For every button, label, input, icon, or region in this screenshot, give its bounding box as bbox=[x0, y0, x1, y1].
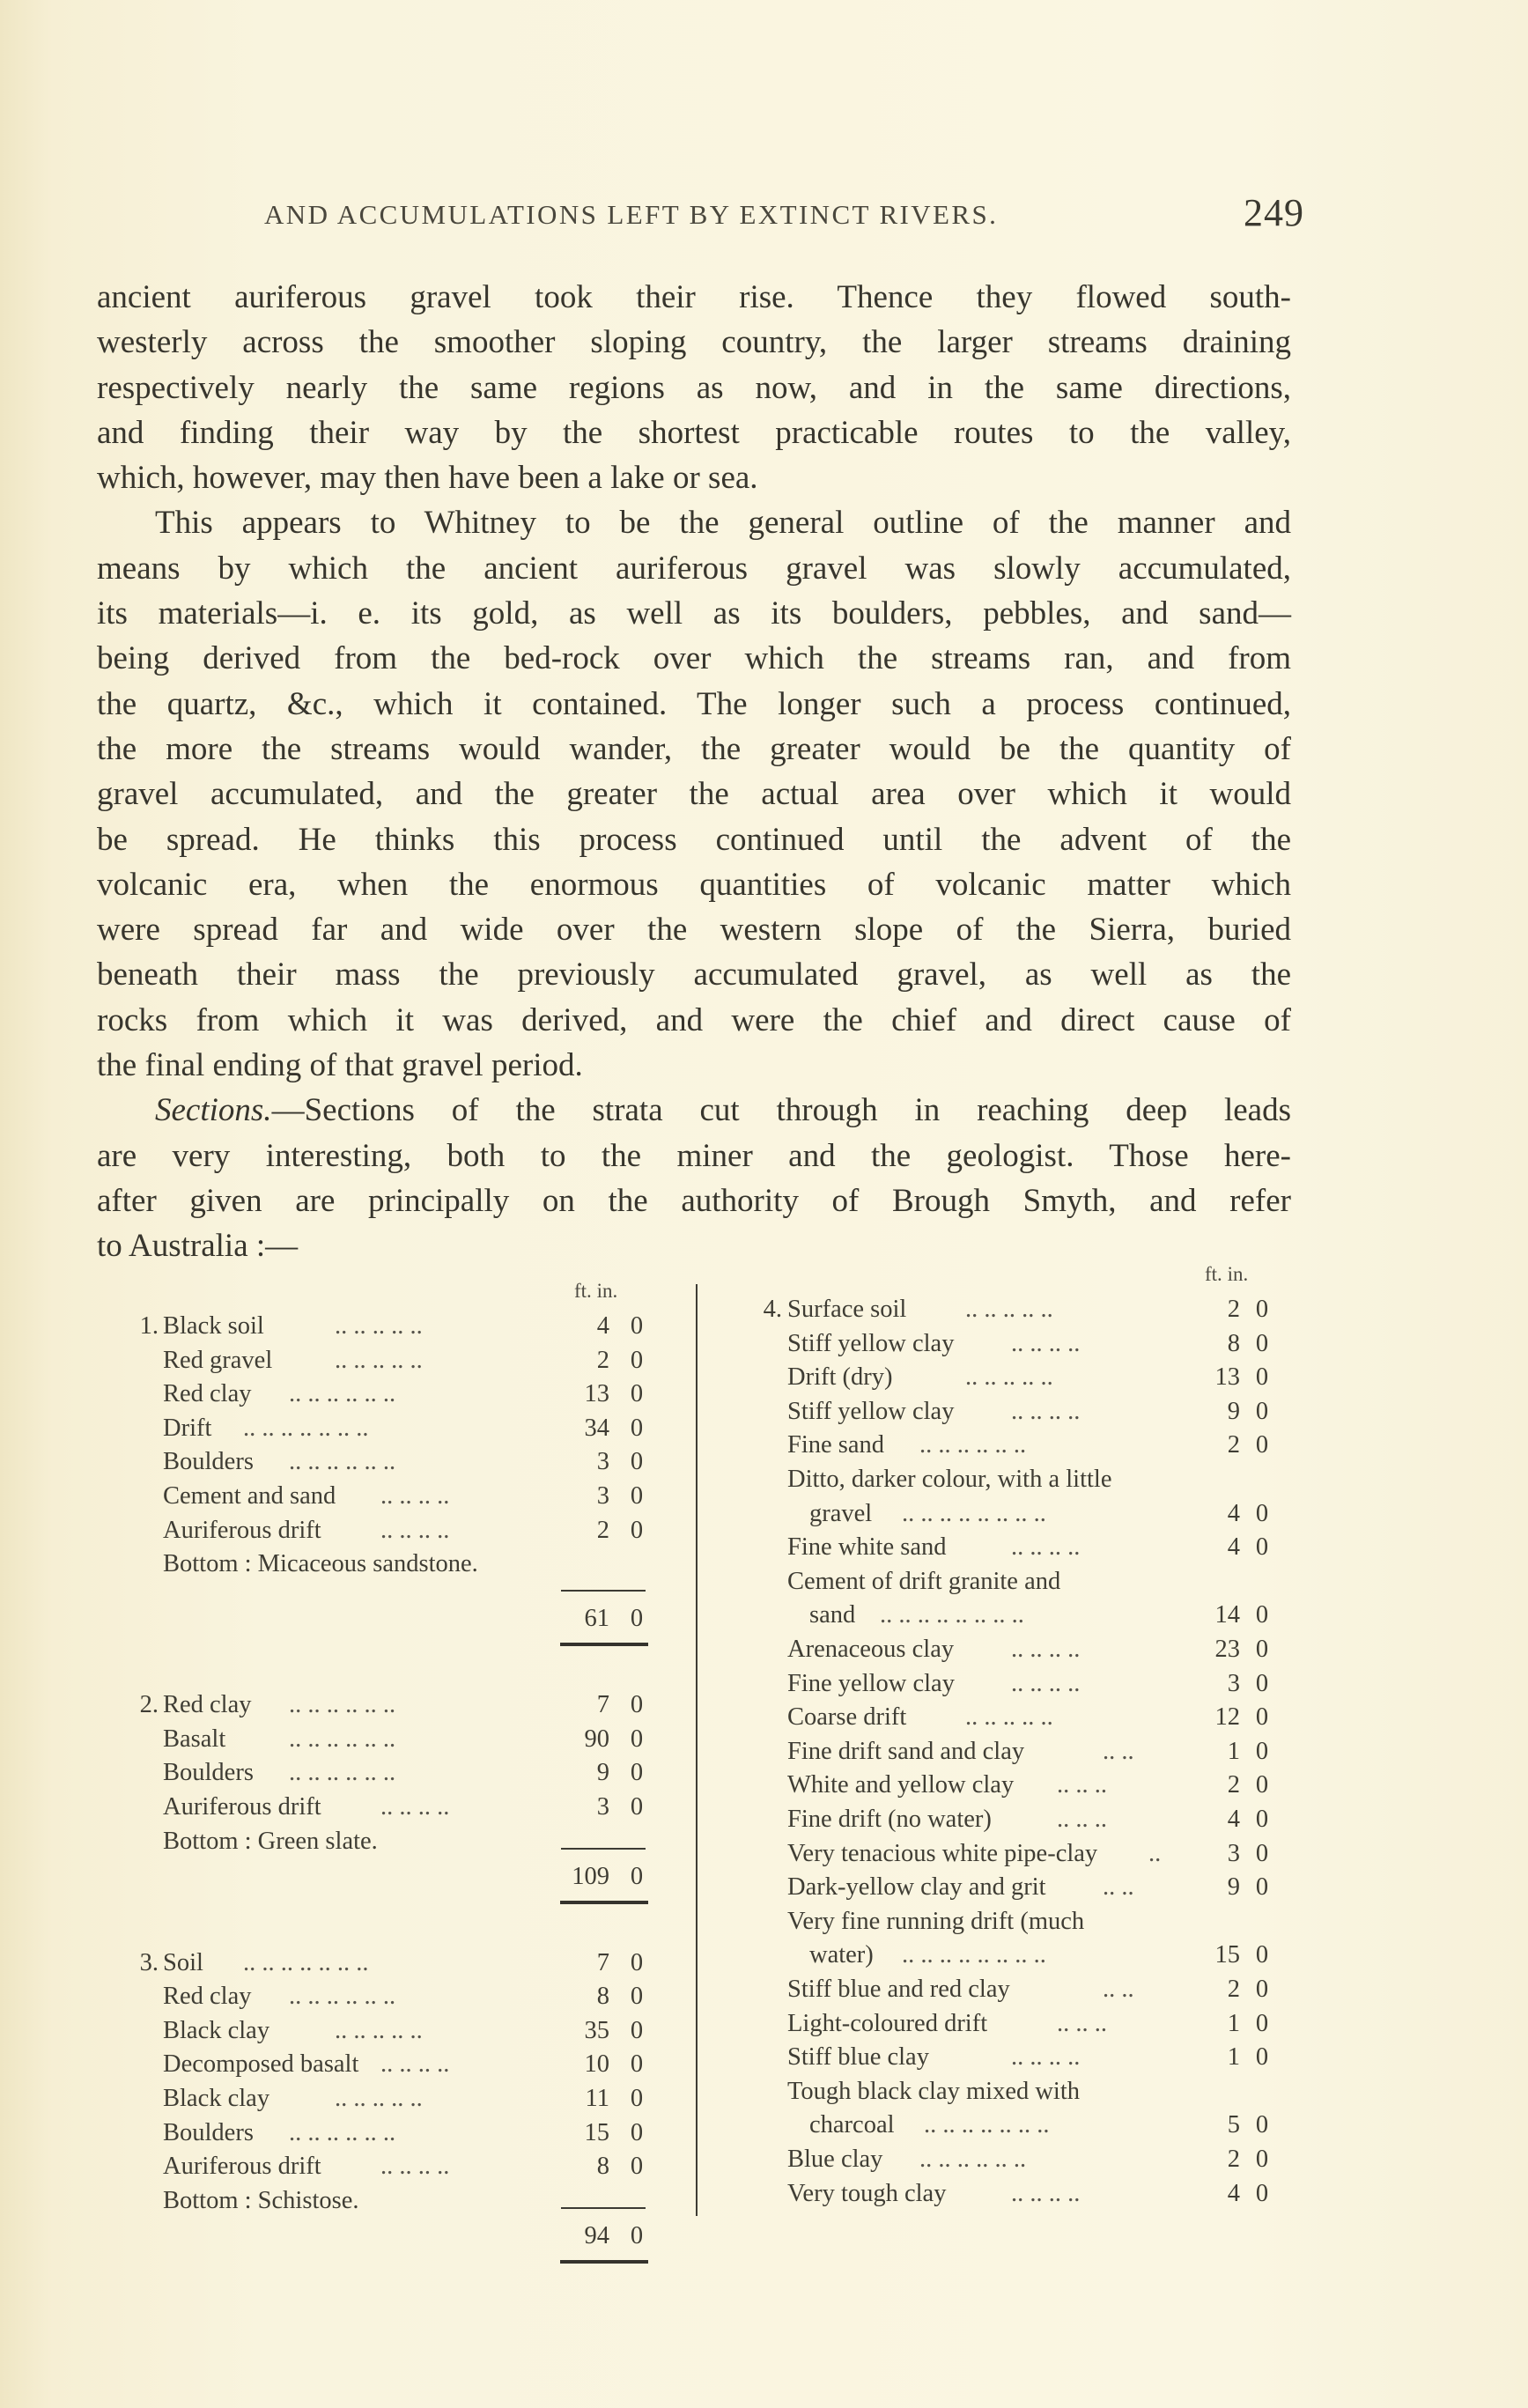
dot-leaders: .. .. .. .. bbox=[1011, 1669, 1081, 1697]
feet-value: 7 bbox=[596, 1691, 609, 1719]
inches-value: 0 bbox=[1255, 1976, 1269, 2003]
strata-name: Soil bbox=[163, 1948, 203, 1976]
strata-name: Light-coloured drift bbox=[787, 2009, 988, 2037]
feet-value: 34 bbox=[584, 1414, 609, 1442]
inches-value: 0 bbox=[630, 2016, 644, 2044]
feet-value: 23 bbox=[1214, 1636, 1240, 1663]
dot-leaders: .. .. .. .. bbox=[380, 2153, 450, 2181]
feet-value: 35 bbox=[584, 2016, 609, 2044]
inches-value: 0 bbox=[1255, 1771, 1269, 1799]
inches-value: 0 bbox=[630, 1448, 644, 1476]
inches-value: 0 bbox=[1255, 2179, 1269, 2207]
text-line: westerly across the smoother sloping country, the larger streams draining bbox=[97, 324, 1291, 361]
text-line: gravel accumulated, and the greater the actual area over which it would bbox=[97, 776, 1291, 813]
text-line: respectively nearly the same regions as now, and in the same directions, bbox=[97, 369, 1291, 406]
dot-leaders: .. .. .. .. .. .. bbox=[289, 2118, 396, 2146]
strata-name: Boulders bbox=[163, 2118, 254, 2146]
page-number: 249 bbox=[1244, 191, 1304, 234]
feet-value: 2 bbox=[1227, 1296, 1240, 1323]
strata-name: Drift bbox=[163, 1414, 212, 1442]
strata-name: Black soil bbox=[163, 1312, 264, 1340]
bottom-note: Bottom : Schistose. bbox=[163, 2186, 359, 2214]
dot-leaders: .. .. .. .. bbox=[380, 1793, 450, 1821]
inches-value: 0 bbox=[630, 1380, 644, 1408]
dot-leaders: .. .. .. .. bbox=[1011, 1329, 1081, 1357]
dot-leaders: .. .. bbox=[1103, 1873, 1134, 1902]
strata-name: Arenaceous clay bbox=[787, 1636, 955, 1663]
feet-value: 2 bbox=[596, 1346, 609, 1374]
feet-value: 1 bbox=[1227, 2009, 1240, 2037]
feet-value: 11 bbox=[585, 2085, 609, 2112]
total-feet: 61 bbox=[584, 1605, 609, 1633]
feet-value: 3 bbox=[596, 1448, 609, 1476]
dot-leaders: .. .. .. bbox=[1057, 2009, 1107, 2037]
feet-value: 8 bbox=[596, 1983, 609, 2011]
strata-name: Fine yellow clay bbox=[787, 1669, 955, 1697]
inches-value: 0 bbox=[1255, 1363, 1269, 1392]
inches-value: 0 bbox=[1255, 1806, 1269, 1833]
section-number: 3. bbox=[139, 1948, 159, 1976]
inches-value: 0 bbox=[630, 1983, 644, 2011]
strata-name: Stiff yellow clay bbox=[787, 1329, 955, 1357]
strata-name: White and yellow clay bbox=[787, 1771, 1015, 1799]
strata-name: Coarse drift bbox=[787, 1703, 907, 1732]
inches-value: 0 bbox=[1255, 1431, 1269, 1459]
bottom-note: Bottom : Micaceous sandstone. bbox=[163, 1550, 478, 1578]
feet-value: 2 bbox=[1227, 1431, 1240, 1459]
feet-value: 4 bbox=[596, 1312, 609, 1340]
text-line: being derived from the bed-rock over which the streams ran, and from bbox=[97, 640, 1291, 677]
unit-inches: in. bbox=[596, 1280, 618, 1302]
inches-value: 0 bbox=[1255, 2009, 1269, 2037]
inches-value: 0 bbox=[630, 1312, 644, 1340]
dot-leaders: .. .. .. .. .. .. bbox=[289, 1691, 396, 1719]
inches-value: 0 bbox=[1255, 1601, 1269, 1629]
strata-name: Fine drift (no water) bbox=[787, 1806, 992, 1833]
column-divider bbox=[696, 1284, 698, 2216]
inches-value: 0 bbox=[630, 1793, 644, 1821]
inches-value: 0 bbox=[1255, 1873, 1269, 1902]
text-line: be spread. He thinks this process continued until the advent of the bbox=[97, 821, 1291, 858]
strata-name: Boulders bbox=[163, 1759, 254, 1787]
feet-value: 2 bbox=[1227, 1976, 1240, 2003]
strata-name: Very tough clay bbox=[787, 2179, 947, 2207]
strata-name: Drift (dry) bbox=[787, 1363, 893, 1392]
strata-name: Tough black clay mixed with bbox=[787, 2077, 1081, 2105]
strata-name-continuation: charcoal bbox=[809, 2111, 895, 2139]
dot-leaders: .. .. .. bbox=[1057, 1771, 1107, 1799]
inches-value: 0 bbox=[1255, 1737, 1269, 1765]
dot-leaders: .. .. .. .. .. .. bbox=[919, 2146, 1027, 2173]
inches-value: 0 bbox=[1255, 2111, 1269, 2139]
unit-inches: in. bbox=[1227, 1263, 1249, 1285]
strata-name: Auriferous drift bbox=[163, 1793, 321, 1821]
dot-leaders: .. .. .. .. bbox=[1011, 1397, 1081, 1425]
inches-value: 0 bbox=[630, 2085, 644, 2112]
strata-name: Stiff blue and red clay bbox=[787, 1976, 1010, 2003]
strata-name: Fine white sand bbox=[787, 1533, 947, 1562]
feet-value: 14 bbox=[1214, 1601, 1240, 1629]
strata-name: Red clay bbox=[163, 1380, 252, 1408]
text-line: the more the streams would wander, the greater would be the quantity of bbox=[97, 730, 1291, 767]
text-line: the quartz, &c., which it contained. The longer such a process continued, bbox=[97, 685, 1291, 722]
unit-feet: ft. bbox=[574, 1280, 592, 1302]
total-inches: 0 bbox=[630, 1605, 644, 1633]
unit-feet: ft. bbox=[1205, 1263, 1222, 1285]
strata-name: Decomposed basalt bbox=[163, 2050, 359, 2079]
dot-leaders: .. .. .. .. bbox=[380, 1482, 450, 1510]
inches-value: 0 bbox=[1255, 1941, 1269, 1969]
inches-value: 0 bbox=[630, 1691, 644, 1719]
total-rule bbox=[560, 2260, 648, 2264]
strata-name: Dark-yellow clay and grit bbox=[787, 1873, 1046, 1902]
sum-rule bbox=[561, 1848, 646, 1850]
strata-name: Black clay bbox=[163, 2085, 270, 2112]
feet-value: 15 bbox=[1214, 1941, 1240, 1969]
inches-value: 0 bbox=[630, 1414, 644, 1442]
feet-value: 2 bbox=[1227, 1771, 1240, 1799]
feet-value: 1 bbox=[1227, 2043, 1240, 2072]
strata-name: Auriferous drift bbox=[163, 2153, 321, 2181]
dot-leaders: .. .. .. .. bbox=[1011, 2179, 1081, 2207]
text-line: its materials—i. e. its gold, as well as its boulders, pebbles, and sand— bbox=[97, 595, 1291, 632]
dot-leaders: .. .. .. .. .. bbox=[965, 1363, 1053, 1392]
total-inches: 0 bbox=[630, 1862, 644, 1890]
strata-name: Stiff blue clay bbox=[787, 2043, 929, 2072]
section-number: 2. bbox=[139, 1691, 159, 1719]
strata-name: Very tenacious white pipe-clay bbox=[787, 1839, 1098, 1867]
strata-name: Red clay bbox=[163, 1691, 252, 1719]
dot-leaders: .. .. .. .. .. bbox=[335, 2085, 423, 2112]
dot-leaders: .. .. bbox=[1103, 1737, 1134, 1765]
feet-value: 3 bbox=[596, 1482, 609, 1510]
dot-leaders: .. .. .. .. .. .. bbox=[289, 1725, 396, 1753]
inches-value: 0 bbox=[1255, 1533, 1269, 1562]
dot-leaders: .. .. .. .. .. .. .. bbox=[243, 1948, 369, 1976]
text-line: which, however, may then have been a lake or sea. bbox=[97, 460, 758, 497]
feet-value: 9 bbox=[1227, 1397, 1240, 1425]
dot-leaders: .. .. .. .. .. .. .. bbox=[243, 1414, 369, 1442]
dot-leaders: .. .. .. .. bbox=[1011, 1636, 1081, 1663]
strata-name: Basalt bbox=[163, 1725, 226, 1753]
feet-value: 9 bbox=[596, 1759, 609, 1787]
bottom-note: Bottom : Green slate. bbox=[163, 1827, 378, 1855]
sections-italic-lead: Sections. bbox=[155, 1092, 272, 1129]
dot-leaders: .. .. .. .. .. bbox=[335, 1312, 423, 1340]
strata-name: Red clay bbox=[163, 1983, 252, 2011]
strata-name: Fine drift sand and clay bbox=[787, 1737, 1025, 1765]
inches-value: 0 bbox=[630, 1759, 644, 1787]
text-line: to Australia :— bbox=[97, 1228, 299, 1265]
strata-name-continuation: water) bbox=[809, 1941, 874, 1969]
text-line: means by which the ancient auriferous gravel was slowly accumulated, bbox=[97, 550, 1291, 587]
inches-value: 0 bbox=[1255, 1669, 1269, 1697]
inches-value: 0 bbox=[1255, 1636, 1269, 1663]
feet-value: 13 bbox=[1214, 1363, 1240, 1392]
feet-value: 9 bbox=[1227, 1873, 1240, 1902]
feet-value: 7 bbox=[596, 1948, 609, 1976]
inches-value: 0 bbox=[630, 1948, 644, 1976]
feet-value: 90 bbox=[584, 1725, 609, 1753]
section-number: 4. bbox=[763, 1296, 782, 1323]
dot-leaders: .. .. .. .. .. .. bbox=[289, 1983, 396, 2011]
text-line: volcanic era, when the enormous quantities of volcanic matter which bbox=[97, 866, 1291, 903]
dot-leaders: .. .. .. .. .. .. .. .. bbox=[880, 1601, 1024, 1629]
total-rule bbox=[560, 1643, 648, 1646]
dot-leaders: .. .. .. .. bbox=[380, 2050, 450, 2079]
inches-value: 0 bbox=[630, 1516, 644, 1544]
dot-leaders: .. .. .. .. bbox=[380, 1516, 450, 1544]
dot-leaders: .. .. .. .. .. .. bbox=[289, 1759, 396, 1787]
total-inches: 0 bbox=[630, 2221, 644, 2249]
dot-leaders: .. .. .. .. .. .. .. .. bbox=[902, 1499, 1046, 1527]
inches-value: 0 bbox=[630, 1725, 644, 1753]
inches-value: 0 bbox=[630, 2118, 644, 2146]
dot-leaders: .. .. .. .. .. .. bbox=[289, 1380, 396, 1408]
dot-leaders: .. .. .. .. .. bbox=[965, 1703, 1053, 1732]
strata-name: Blue clay bbox=[787, 2146, 883, 2173]
unit-header bbox=[1205, 1263, 1248, 1286]
strata-name: Stiff yellow clay bbox=[787, 1397, 955, 1425]
inches-value: 0 bbox=[630, 1482, 644, 1510]
text-line-rest: —Sections of the strata cut through in reaching deep leads bbox=[271, 1092, 1291, 1129]
strata-name-continuation: gravel bbox=[809, 1499, 873, 1527]
inches-value: 0 bbox=[1255, 1703, 1269, 1732]
strata-name: Ditto, darker colour, with a little bbox=[787, 1466, 1112, 1493]
dot-leaders: .. .. .. .. .. .. bbox=[289, 1448, 396, 1476]
strata-name: Red gravel bbox=[163, 1346, 273, 1374]
inches-value: 0 bbox=[1255, 1397, 1269, 1425]
text-line: and finding their way by the shortest practicable routes to the valley, bbox=[97, 414, 1291, 451]
text-line: This appears to Whitney to be the general outline of the manner and bbox=[155, 505, 1291, 542]
inches-value: 0 bbox=[630, 2153, 644, 2181]
feet-value: 3 bbox=[596, 1793, 609, 1821]
inches-value: 0 bbox=[630, 2050, 644, 2079]
strata-name: Surface soil bbox=[787, 1296, 907, 1323]
strata-name-continuation: sand bbox=[809, 1601, 856, 1629]
inches-value: 0 bbox=[1255, 1296, 1269, 1323]
strata-name: Cement of drift granite and bbox=[787, 1567, 1061, 1595]
strata-name: Cement and sand bbox=[163, 1482, 336, 1510]
dot-leaders: .. bbox=[1148, 1839, 1162, 1867]
dot-leaders: .. .. .. .. bbox=[1011, 2043, 1081, 2072]
feet-value: 5 bbox=[1227, 2111, 1240, 2139]
strata-name: Fine sand bbox=[787, 1431, 885, 1459]
feet-value: 3 bbox=[1227, 1839, 1240, 1867]
text-line: were spread far and wide over the western slope of the Sierra, buried bbox=[97, 912, 1291, 949]
text-line: after given are principally on the authority of Brough Smyth, and refer bbox=[97, 1182, 1291, 1219]
feet-value: 8 bbox=[596, 2153, 609, 2181]
feet-value: 1 bbox=[1227, 1737, 1240, 1765]
sum-rule bbox=[561, 2207, 646, 2209]
sum-rule bbox=[561, 1590, 646, 1592]
strata-name: Boulders bbox=[163, 1448, 254, 1476]
feet-value: 2 bbox=[596, 1516, 609, 1544]
text-line: beneath their mass the previously accumulated gravel, as well as the bbox=[97, 957, 1291, 993]
dot-leaders: .. .. .. .. .. .. .. bbox=[924, 2111, 1050, 2139]
inches-value: 0 bbox=[1255, 1329, 1269, 1357]
feet-value: 12 bbox=[1214, 1703, 1240, 1732]
unit-header bbox=[574, 1280, 617, 1303]
total-rule bbox=[560, 1901, 648, 1904]
text-line: ancient auriferous gravel took their rise. Thence they flowed south- bbox=[97, 279, 1291, 315]
dot-leaders: .. .. .. bbox=[1057, 1806, 1107, 1833]
dot-leaders: .. .. .. .. .. .. .. .. bbox=[902, 1941, 1046, 1969]
feet-value: 8 bbox=[1227, 1329, 1240, 1357]
dot-leaders: .. .. bbox=[1103, 1976, 1134, 2003]
total-feet: 109 bbox=[572, 1862, 609, 1890]
running-header-title: AND ACCUMULATIONS LEFT BY EXTINCT RIVERS. bbox=[264, 199, 999, 230]
dot-leaders: .. .. .. .. bbox=[1011, 1533, 1081, 1562]
text-line: are very interesting, both to the miner and the geologist. Those here- bbox=[97, 1137, 1291, 1174]
feet-value: 13 bbox=[584, 1380, 609, 1408]
text-line: the final ending of that gravel period. bbox=[97, 1047, 583, 1084]
dot-leaders: .. .. .. .. .. bbox=[335, 2016, 423, 2044]
dot-leaders: .. .. .. .. .. .. bbox=[919, 1431, 1027, 1459]
feet-value: 15 bbox=[584, 2118, 609, 2146]
strata-name: Auriferous drift bbox=[163, 1516, 321, 1544]
inches-value: 0 bbox=[1255, 1839, 1269, 1867]
feet-value: 4 bbox=[1227, 1533, 1240, 1562]
dot-leaders: .. .. .. .. .. bbox=[335, 1346, 423, 1374]
feet-value: 3 bbox=[1227, 1669, 1240, 1697]
feet-value: 4 bbox=[1227, 2179, 1240, 2207]
inches-value: 0 bbox=[1255, 2043, 1269, 2072]
inches-value: 0 bbox=[1255, 2146, 1269, 2173]
feet-value: 4 bbox=[1227, 1806, 1240, 1833]
total-feet: 94 bbox=[584, 2221, 609, 2249]
text-line: rocks from which it was derived, and were the chief and direct cause of bbox=[97, 1001, 1291, 1038]
dot-leaders: .. .. .. .. .. bbox=[965, 1296, 1053, 1323]
feet-value: 4 bbox=[1227, 1499, 1240, 1527]
strata-name: Black clay bbox=[163, 2016, 270, 2044]
inches-value: 0 bbox=[630, 1346, 644, 1374]
feet-value: 2 bbox=[1227, 2146, 1240, 2173]
section-number: 1. bbox=[139, 1312, 159, 1340]
strata-name: Very fine running drift (much bbox=[787, 1907, 1085, 1935]
inches-value: 0 bbox=[1255, 1499, 1269, 1527]
feet-value: 10 bbox=[584, 2050, 609, 2079]
